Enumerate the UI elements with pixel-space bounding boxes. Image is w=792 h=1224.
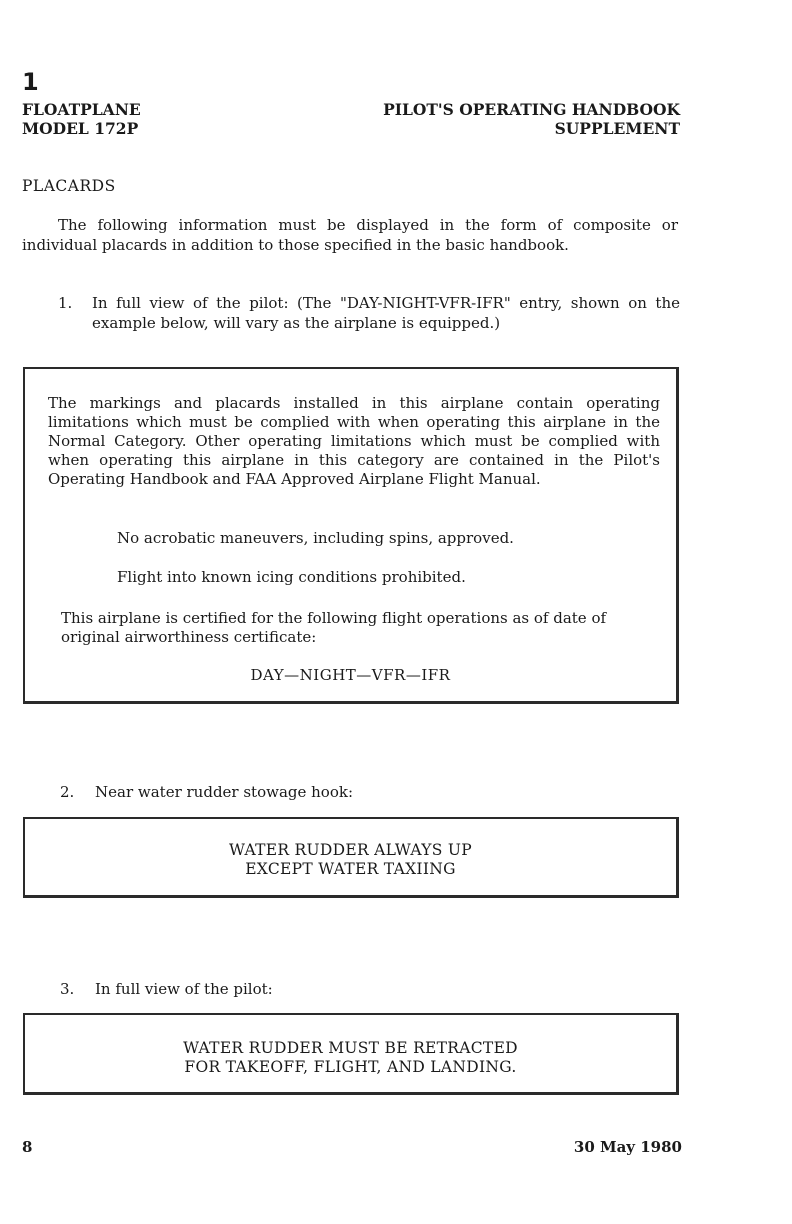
item-number: 2. xyxy=(60,783,75,801)
page-date: 30 May 1980 xyxy=(573,1138,682,1156)
header-aircraft-type: FLOATPLANE xyxy=(22,100,141,119)
item-text: In full view of the pilot: (The "DAY-NIGHT-VFR-IFR" entry, shown on the example below, will vary as the airplane is equipped.) xyxy=(92,294,680,332)
placard-certified-text: This airplane is certified for the following flight operations as of date of original airworthiness certificate: xyxy=(61,609,607,646)
list-item-1 xyxy=(58,293,680,355)
placard-operations: DAY—NIGHT—VFR—IFR xyxy=(250,666,451,684)
header-handbook-title: PILOT'S OPERATING HANDBOOK xyxy=(383,100,680,119)
placard-water-rudder-retracted xyxy=(23,1013,679,1095)
placard-text xyxy=(25,1039,676,1077)
section-title: PLACARDS xyxy=(22,177,116,195)
placard-line-2: FOR TAKEOFF, FLIGHT, AND LANDING. xyxy=(184,1058,517,1076)
item-text: Near water rudder stowage hook: xyxy=(95,783,354,801)
intro-paragraph xyxy=(22,215,678,255)
placard-icing-text: Flight into known icing conditions prohibited. xyxy=(117,568,466,586)
header-left xyxy=(22,100,141,138)
item-text: In full view of the pilot: xyxy=(95,980,273,998)
item-number: 3. xyxy=(60,980,75,998)
placard-text xyxy=(25,841,676,879)
placard-acrobatic-text: No acrobatic maneuvers, including spins, approved. xyxy=(117,529,514,547)
list-item-2 xyxy=(60,782,660,804)
header-model: MODEL 172P xyxy=(22,119,139,138)
placard-main-text: The markings and placards installed in this airplane contain operating limitations which must be complied with when operating this airplane in the Normal Category. Other operating limitations which must be complied with when operating this airplane in this category are contained in the Pilot's Operating Handbook and FAA Approved Airplane Flight Manual. xyxy=(48,394,660,488)
placard-water-rudder-up xyxy=(23,817,679,898)
section-number: 1 xyxy=(22,68,39,96)
intro-text: The following information must be displayed in the form of composite or individual placards in addition to those specified in the basic handbook. xyxy=(22,216,678,254)
item-number: 1. xyxy=(58,294,73,312)
placard-operating-limitations xyxy=(23,367,679,704)
placard-line-1: WATER RUDDER MUST BE RETRACTED xyxy=(183,1039,518,1057)
page-number: 8 xyxy=(22,1138,33,1156)
list-item-3 xyxy=(60,979,660,1001)
placard-line-1: WATER RUDDER ALWAYS UP xyxy=(229,841,472,859)
placard-line-2: EXCEPT WATER TAXIING xyxy=(245,860,456,878)
header-supplement: SUPPLEMENT xyxy=(554,119,680,138)
header-right xyxy=(383,100,680,138)
